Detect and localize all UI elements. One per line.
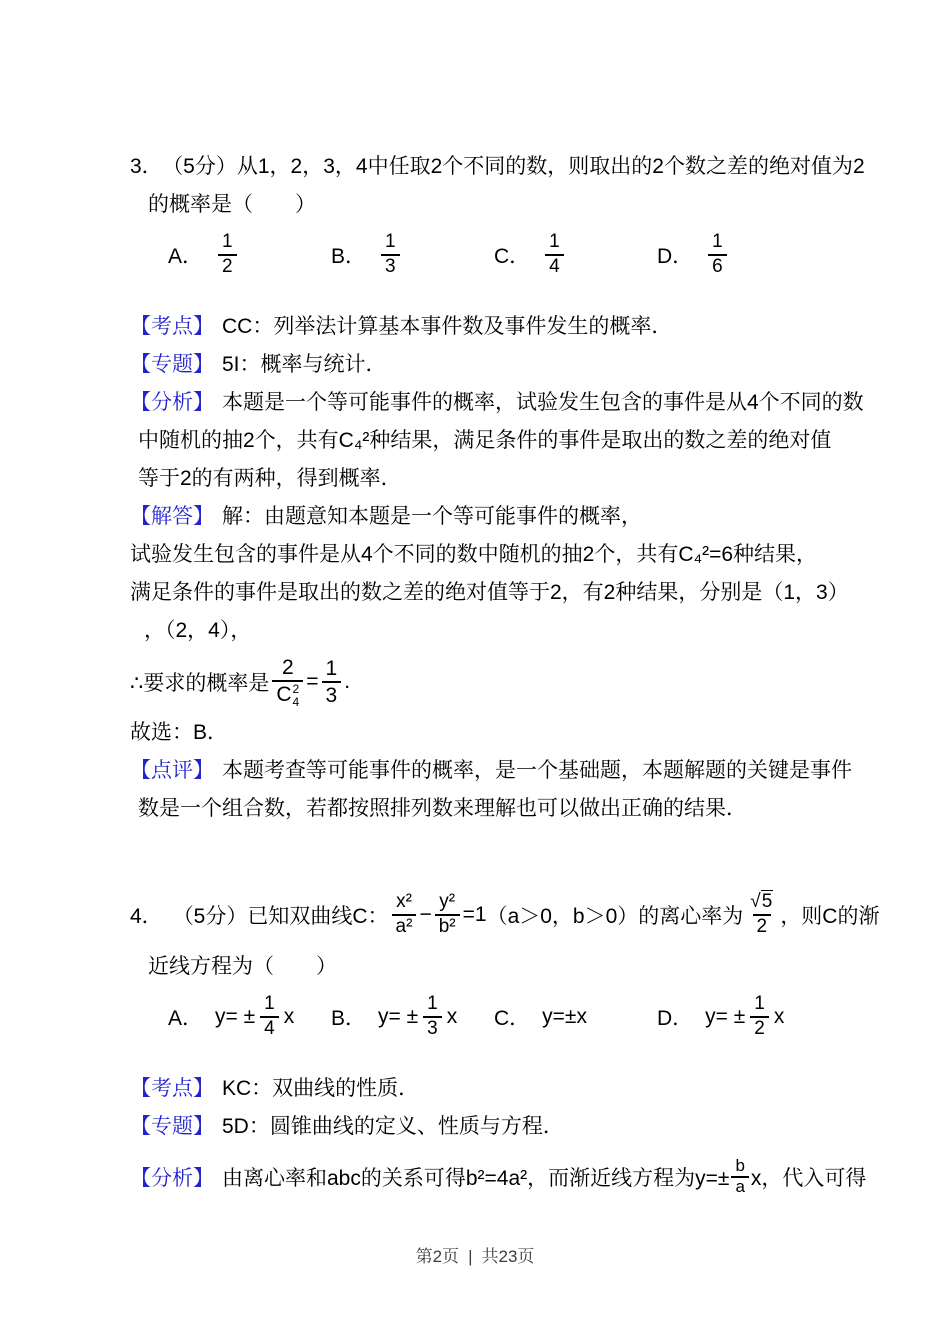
q3-question-number: 3．: [130, 155, 163, 178]
fraction-numerator: 1: [325, 656, 338, 680]
fraction-numerator: [746, 891, 777, 914]
fraction-numerator: 1: [427, 993, 438, 1015]
q4-option-b-variable: x: [446, 1005, 458, 1028]
fraction-numerator: y²: [439, 891, 456, 913]
fraction-numerator: 1: [549, 231, 560, 253]
fraction-numerator: 2: [281, 656, 294, 680]
q3-zhuanti-tag: 【专题】: [130, 353, 214, 376]
q4-option-d-fraction: [750, 993, 769, 1041]
q4-option-d-variable: x: [773, 1005, 785, 1028]
q3-jieda-line1: [130, 498, 870, 536]
fraction-denominator: 4: [545, 254, 564, 279]
q3-stem-text-1: （5分）从1，2，3，4中任取2个不同的数，则取出的2个数之差的绝对值为2: [172, 155, 865, 178]
fraction-numerator: x²: [396, 891, 412, 913]
fraction-denominator: [272, 680, 303, 709]
q3-kaodian-text: CC：列举法计算基本事件数及事件发生的概率．: [222, 315, 673, 338]
q3-kaodian-tag: 【考点】: [130, 315, 214, 338]
radical-sign: √: [750, 891, 761, 913]
fraction-numerator: 1: [222, 231, 233, 253]
q3-conclusion-prefix: ∴要求的概率是: [130, 672, 270, 695]
q3-zhuanti-line: [130, 346, 870, 384]
q3-kaodian-line: [130, 308, 870, 346]
q3-options-row: [168, 228, 870, 282]
fraction-numerator: b: [735, 1156, 745, 1176]
q4-x-squared-fraction: [392, 891, 417, 939]
q4-option-b: [331, 993, 494, 1041]
q3-dianping-tag: 【点评】: [130, 759, 214, 782]
fraction-numerator: 1: [754, 993, 765, 1015]
q4-fenxi-text-post: x，代入可得: [750, 1167, 867, 1190]
q4-stem-line1: [130, 882, 880, 948]
question-3-block: [130, 148, 870, 828]
q4-slope-fraction: [731, 1157, 748, 1196]
q3-option-c-label: C．: [494, 245, 531, 268]
combination-base: C: [276, 683, 292, 707]
q3-option-b-label: B．: [331, 245, 367, 268]
q4-option-c: [494, 1002, 657, 1032]
q3-option-a: [168, 231, 331, 279]
q3-jieda-line3: 满足条件的事件是取出的数之差的绝对值等于2，有2种结果，分别是（1，3）: [130, 581, 849, 604]
q4-kaodian-line: [130, 1070, 870, 1108]
q4-stem-mid: （a＞0，b＞0）的离心率为: [486, 905, 744, 928]
q3-fenxi-line3: 等于2的有两种，得到概率．: [138, 467, 402, 490]
q3-stem-line2: [130, 186, 870, 224]
q4-option-a-prefix: y= ±: [215, 1005, 256, 1028]
q3-option-d-label: D．: [657, 245, 694, 268]
q3-jieda-text-1: 解：由题意知本题是一个等可能事件的概率，: [222, 505, 642, 528]
fraction-denominator: 6: [708, 254, 727, 279]
q4-fenxi-text-pre: 由离心率和abc的关系可得b²=4a²，而渐近线方程为y=±: [222, 1167, 730, 1190]
q3-dianping-line2: 数是一个组合数，若都按照排列数来理解也可以做出正确的结果．: [138, 797, 747, 820]
q3-zhuanti-text: 5I：概率与统计．: [222, 353, 387, 376]
fraction-denominator: 2: [218, 254, 237, 279]
fraction-denominator: 2: [750, 1016, 769, 1041]
q3-option-a-label: A．: [168, 245, 204, 268]
fraction-denominator: 2: [753, 914, 772, 939]
q3-fenxi-tag: 【分析】: [130, 391, 214, 414]
combination-supsub: [293, 683, 300, 709]
q3-dianping-line1: [130, 752, 870, 790]
q3-option-c-fraction: [545, 231, 564, 279]
page-content: [130, 148, 880, 1208]
q4-zhuanti-text: 5D：圆锥曲线的定义、性质与方程．: [222, 1115, 564, 1138]
q3-fenxi-line2: 中随机的抽2个，共有C₄²种结果，满足条件的事件是取出的数之差的绝对值: [138, 429, 832, 452]
q4-option-a-variable: x: [283, 1005, 295, 1028]
q3-option-b-fraction: [381, 231, 400, 279]
q4-option-c-expression: y=±x: [542, 1005, 587, 1028]
q3-option-c: [494, 231, 657, 279]
fraction-denominator: a²: [392, 914, 417, 939]
fraction-denominator: 4: [260, 1016, 279, 1041]
q3-option-d: [657, 231, 730, 279]
question-4-block: [130, 882, 880, 1208]
sentence-period: .: [344, 670, 351, 693]
fraction-denominator: b²: [435, 914, 460, 939]
combination-subscript: 4: [292, 694, 300, 709]
q4-kaodian-text: KC：双曲线的性质．: [222, 1077, 420, 1100]
q4-zhuanti-line: [130, 1108, 870, 1146]
radicand: 5: [761, 891, 773, 913]
q3-option-b: [331, 231, 494, 279]
fraction-denominator: 3: [322, 681, 342, 708]
footer-separator: |: [468, 1247, 473, 1266]
q4-option-c-label: C．: [494, 1007, 531, 1030]
fraction-denominator: 3: [423, 1016, 442, 1041]
q4-option-a: [168, 993, 331, 1041]
fraction-denominator: 3: [381, 254, 400, 279]
q3-jieda-tag: 【解答】: [130, 505, 214, 528]
q4-option-a-label: A．: [168, 1007, 204, 1030]
fraction-numerator: 1: [264, 993, 275, 1015]
q4-option-b-prefix: y= ±: [378, 1005, 419, 1028]
q3-stem-line1: [130, 148, 870, 186]
q3-option-a-fraction: [218, 231, 237, 279]
q4-option-d: [657, 993, 784, 1041]
q4-question-number: 4．: [130, 905, 163, 928]
q4-fenxi-tag: 【分析】: [130, 1167, 214, 1190]
q3-option-d-fraction: [708, 231, 727, 279]
fraction-numerator: 1: [385, 231, 396, 253]
fraction-denominator: a: [731, 1176, 748, 1197]
q3-fenxi-line1: [130, 384, 870, 422]
q3-probability-fraction: [272, 655, 303, 709]
q4-options-row: [168, 990, 870, 1044]
q4-kaodian-tag: 【考点】: [130, 1077, 214, 1100]
fraction-numerator: 1: [712, 231, 723, 253]
equals-sign: =: [306, 670, 319, 693]
q4-option-b-label: B．: [331, 1007, 367, 1030]
q3-dianping-text-1: 本题考查等可能事件的概率，是一个基础题，本题解题的关键是事件: [222, 759, 852, 782]
combination-superscript: 2: [292, 681, 300, 696]
q4-eccentricity-fraction: [746, 891, 777, 939]
q3-jieda-line4: ，（2，4），: [144, 619, 252, 642]
q3-answer-choice: 故选：B．: [130, 721, 229, 744]
q4-y-squared-fraction: [435, 891, 460, 939]
q4-fenxi-line: [130, 1146, 870, 1208]
q4-stem-tail: ，则C的渐: [780, 905, 880, 928]
q4-option-a-fraction: [260, 993, 279, 1041]
q4-stem-prefix: （5分）已知双曲线C：: [172, 905, 389, 928]
footer-page-number: 第2页: [415, 1247, 460, 1266]
q3-fenxi-text-1: 本题是一个等可能事件的概率，试验发生包含的事件是从4个不同的数: [222, 391, 864, 414]
page-footer: [0, 1242, 950, 1267]
q3-stem-text-2: 的概率是（ ）: [148, 193, 316, 216]
q4-option-d-prefix: y= ±: [705, 1005, 746, 1028]
q4-option-d-label: D．: [657, 1007, 694, 1030]
q3-result-fraction: [322, 656, 342, 708]
q4-stem-line2: 近线方程为（ ）: [148, 955, 337, 978]
q4-zhuanti-tag: 【专题】: [130, 1115, 214, 1138]
footer-total-pages: 共23页: [481, 1247, 535, 1266]
minus-sign: −: [419, 903, 432, 926]
q3-jieda-conclusion: [130, 650, 870, 714]
q4-option-b-fraction: [423, 993, 442, 1041]
equals-one: =1: [462, 903, 487, 926]
q3-jieda-line2: 试验发生包含的事件是从4个不同的数中随机的抽2个，共有C₄²=6种结果，: [130, 543, 818, 566]
